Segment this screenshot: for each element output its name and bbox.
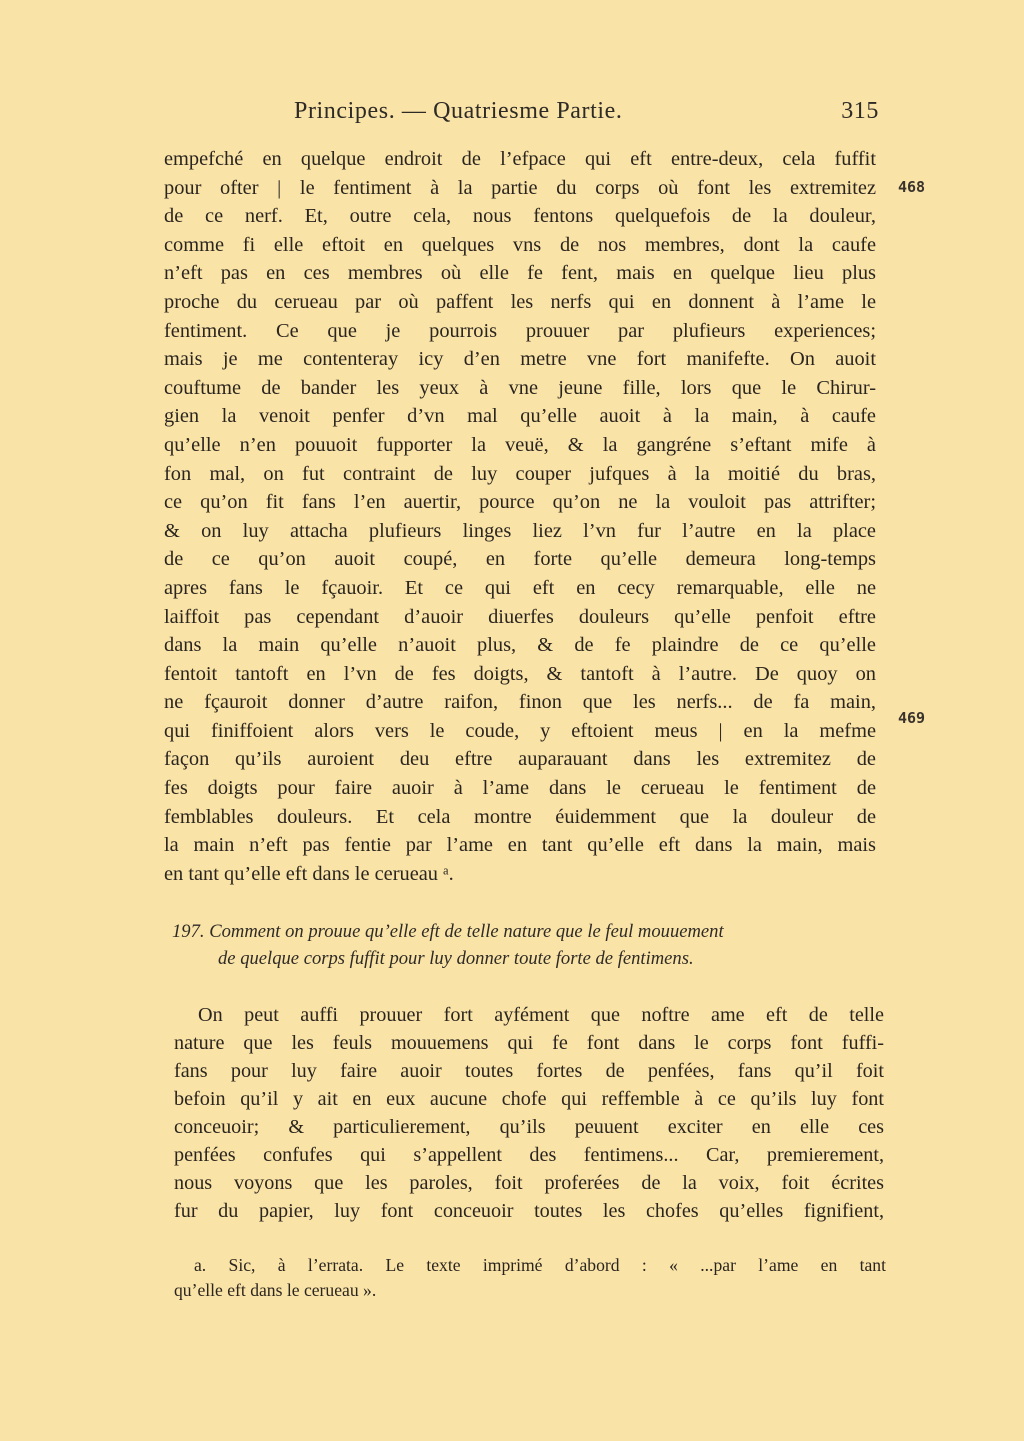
text-line: pour ofter | le fentiment à la partie du corps où font les extremitez	[164, 176, 876, 199]
section-heading-line: 197. Comment on prouue qu’elle eft de telle nature que le feul mouuement	[172, 921, 724, 942]
text-line: comme fi elle eftoit en quelques vns de nos membres, dont la caufe	[164, 233, 876, 256]
section-heading	[172, 918, 884, 972]
text-line: nous voyons que les paroles, foit proferées de la voix, foit écrites	[174, 1172, 884, 1194]
text-line: fon mal, on fut contraint de luy couper jufques à la moitié du bras,	[164, 462, 876, 485]
running-header	[294, 98, 879, 132]
text-line: en tant qu’elle eft dans le cerueau ᵃ.	[164, 862, 454, 885]
text-line: conceuoir; & particulierement, qu’ils peuuent exciter en elle ces	[174, 1116, 884, 1138]
text-line: apres fans le fçauoir. Et ce qui eft en cecy remarquable, elle ne	[164, 576, 876, 599]
footnote-line: a. Sic, à l’errata. Le texte imprimé d’abord : « ...par l’ame en tant	[194, 1255, 886, 1275]
text-line: laiffoit pas cependant d’auoir diuerfes douleurs qu’elle penfoit eftre	[164, 605, 876, 628]
text-line: gien la venoit penfer d’vn mal qu’elle auoit à la main, à caufe	[164, 405, 876, 428]
footnote	[174, 1253, 886, 1303]
text-line: empefché en quelque endroit de l’efpace qui eft entre-deux, cela fuffit	[164, 148, 876, 170]
text-line: fentoit tantoft en l’vn de fes doigts, & tantoft à l’autre. De quoy on	[164, 662, 876, 685]
text-line: qu’elle n’en pouuoit fupporter la veuë, & la gangréne s’eftant mife à	[164, 433, 876, 456]
text-line: couftume de bander les yeux à vne jeune fille, lors que le Chirur-	[164, 376, 876, 399]
text-line: n’eft pas en ces membres où elle fe fent, mais en quelque lieu plus	[164, 262, 876, 285]
text-line: ne fçauroit donner d’autre raifon, finon que les nerfs... de fa main,	[164, 691, 876, 714]
text-line: de ce nerf. Et, outre cela, nous fentons quelquefois de la douleur,	[164, 205, 876, 228]
text-line: ce qu’on fit fans l’en auertir, pource qu’on ne la vouloit pas attrifter;	[164, 491, 876, 514]
text-line: fentiment. Ce que je pourrois prouuer par plufieurs experiences;	[164, 319, 876, 342]
paragraph-2	[174, 1001, 884, 1225]
text-line: de ce qu’on auoit coupé, en forte qu’elle demeura long-temps	[164, 548, 876, 571]
text-line: façon qu’ils auroient deu eftre auparauant dans les extremitez de	[164, 748, 876, 771]
page-number: 315	[841, 98, 879, 124]
margin-page-number: 469	[898, 709, 926, 727]
text-line: la main n’eft pas fentie par l’ame en tant qu’elle eft dans la main, mais	[164, 834, 876, 857]
text-line: fes doigts pour faire auoir à l’ame dans le cerueau le fentiment de	[164, 777, 876, 800]
running-title: Principes. — Quatriesme Partie.	[294, 98, 623, 124]
footnote-line: qu’elle eft dans le cerueau ».	[174, 1280, 377, 1300]
text-line: fans pour luy faire auoir toutes fortes de penfées, fans qu’il foit	[174, 1060, 884, 1082]
text-line: femblables douleurs. Et cela montre éuidemment que la douleur de	[164, 805, 876, 828]
text-line: & on luy attacha plufieurs linges liez l’vn fur l’autre en la place	[164, 519, 876, 542]
text-line: befoin qu’il y ait en eux aucune chofe qui reffemble à ce qu’ils luy font	[174, 1088, 884, 1110]
text-line: mais je me contenteray icy d’en metre vne fort manifefte. On auoit	[164, 348, 876, 371]
section-heading-line: de quelque corps fuffit pour luy donner toute forte de fentimens.	[218, 948, 694, 969]
margin-page-number: 468	[898, 178, 926, 196]
paragraph-1	[164, 145, 876, 888]
text-line: qui finiffoient alors vers le coude, y eftoient meus | en la mefme	[164, 719, 876, 742]
text-line: nature que les feuls mouuemens qui fe font dans le corps font fuffi-	[174, 1032, 884, 1054]
text-line: dans la main qu’elle n’auoit plus, & de fe plaindre de ce qu’elle	[164, 634, 876, 657]
text-line: penfées confufes qui s’appellent des fentimens... Car, premierement,	[174, 1144, 884, 1166]
text-line: On peut auffi prouuer fort ayfément que noftre ame eft de telle	[198, 1004, 884, 1026]
text-line: fur du papier, luy font conceuoir toutes les chofes qu’elles fignifient,	[174, 1200, 884, 1222]
text-line: proche du cerueau par où paffent les nerfs qui en donnent à l’ame le	[164, 290, 876, 313]
